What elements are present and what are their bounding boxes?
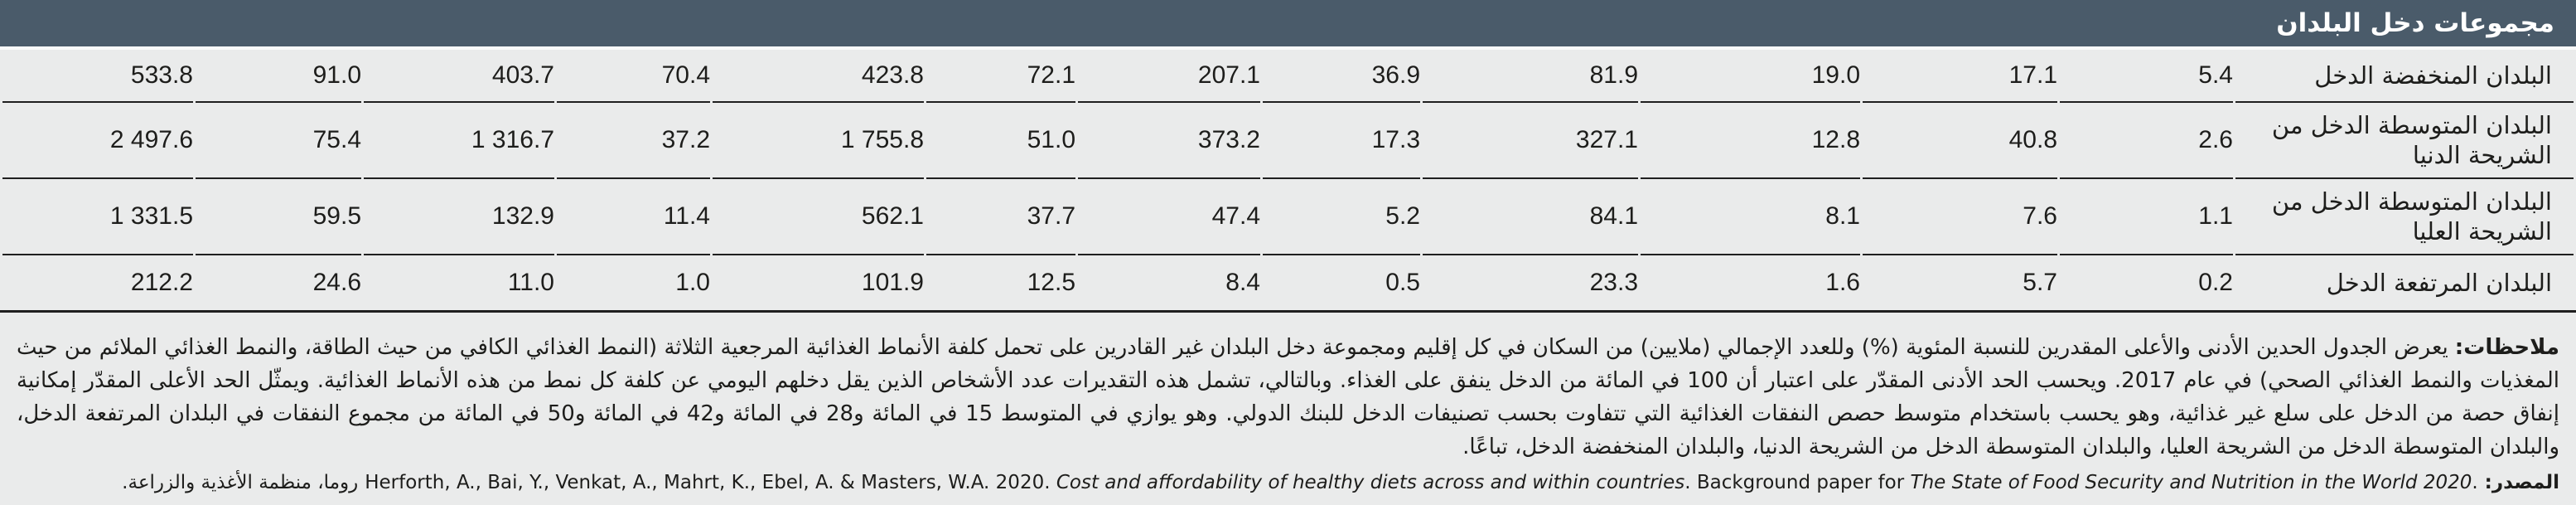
- value-cell: 0.2: [2198, 269, 2233, 296]
- value-cell: 59.5: [196, 179, 361, 255]
- value-cell: 5.4: [2060, 50, 2233, 103]
- value-cell: 36.9: [1263, 50, 1420, 103]
- value-cell: 17.3: [1263, 103, 1420, 179]
- value-cell: 1.0: [675, 269, 710, 296]
- value-cell: 373.2: [1078, 103, 1260, 179]
- value-cell: 1.6: [1825, 269, 1860, 296]
- value-cell: 81.9: [1423, 50, 1638, 103]
- citation-middle: . Background paper for: [1684, 472, 1911, 493]
- table-title: مجموعات دخل البلدان: [2276, 8, 2554, 38]
- income-groups-table: [0, 50, 2576, 313]
- citation-paper-title: Cost and affordability of healthy diets across and within countries: [1056, 472, 1685, 493]
- value-cell: 51.0: [926, 103, 1075, 179]
- value-cell: 84.1: [1423, 179, 1638, 255]
- table-row: [2, 179, 2574, 255]
- table-row: [2, 255, 2574, 310]
- value-cell: 1.1: [2060, 179, 2233, 255]
- value-cell: 101.9: [861, 269, 924, 296]
- value-cell: 91.0: [196, 50, 361, 103]
- value-cell: 70.4: [557, 50, 710, 103]
- row-label: البلدان المنخفضة الدخل: [2235, 50, 2574, 103]
- value-cell: 423.8: [713, 50, 924, 103]
- value-cell: 2.6: [2060, 103, 2233, 179]
- notes-text: يعرض الجدول الحدين الأدنى والأعلى المقدرين للنسبة المئوية (%) وللعدد الإجمالي (ملايين) من السكان في كل إقليم ومجموعة دخل البلدان غير القادرين على تحمل كلفة الأنماط الغذائية المرجعية الثلاثة (النمط الغذائي الكافي من حيث الطاقة، والنمط الغذائي الملائم من حيث المغذيات والنمط الغذائي الصحي) في عام 2017. ويحسب الحد الأدنى المقدّر على اعتبار أن 100 في المائة من الدخل ينفق على الغذاء. وبالتالي، تشمل هذه التقديرات عدد الأشخاص الذين يقل دخلهم اليومي عن كلفة كل نمط من هذه الأنماط الغذائية. ويمثّل الحد الأعلى المقدّر إمكانية إنفاق حصة من الدخل على سلع غير غذائية، وهو يحسب باستخدام متوسط حصص النفقات الغذائية التي تتفاوت بحسب تصنيفات الدخل للبنك الدولي. وهو يوازي في المتوسط 15 في المائة و28 في المائة و42 في المائة و50 في المائة من مجموع النفقات في البلدان المرتفعة الدخل، والبلدان المتوسطة الدخل من الشريحة العليا، والبلدان المتوسطة الدخل من الشريحة الدنيا، والبلدان المنخفضة الدخل، تباعًا.: [17, 335, 2559, 459]
- citation-period: .: [2472, 472, 2478, 493]
- value-cell: 19.0: [1641, 50, 1860, 103]
- value-cell: 2 497.6: [2, 103, 193, 179]
- value-cell: 8.4: [1225, 269, 1260, 296]
- value-cell: 5.2: [1263, 179, 1420, 255]
- value-cell: 75.4: [196, 103, 361, 179]
- value-cell: 12.8: [1641, 103, 1860, 179]
- source-line: [17, 470, 2559, 495]
- table-header-bar: [0, 0, 2576, 50]
- value-cell: 12.5: [1027, 269, 1075, 296]
- value-cell: 0.5: [1385, 269, 1420, 296]
- citation-authors: Herforth, A., Bai, Y., Venkat, A., Mahrt, K., Ebel, A. & Masters, W.A. 2020.: [365, 472, 1056, 493]
- value-cell: 17.1: [1863, 50, 2057, 103]
- table-body: [2, 50, 2574, 310]
- value-cell: 212.2: [130, 269, 193, 296]
- source-location: روما، منظمة الأغذية والزراعة.: [122, 472, 359, 493]
- row-label: البلدان المتوسطة الدخل من الشريحة العليا: [2235, 179, 2574, 255]
- value-cell: 72.1: [926, 50, 1075, 103]
- citation-report-title: The State of Food Security and Nutrition in the World 2020: [1910, 472, 2472, 493]
- source-label: المصدر:: [2484, 472, 2559, 493]
- value-cell: 8.1: [1641, 179, 1860, 255]
- notes: [17, 331, 2559, 464]
- value-cell: 24.6: [312, 269, 361, 296]
- value-cell: 37.7: [926, 179, 1075, 255]
- citation: [365, 470, 2477, 495]
- value-cell: 1 316.7: [364, 103, 554, 179]
- value-cell: 207.1: [1078, 50, 1260, 103]
- notes-label: ملاحظات:: [2454, 335, 2559, 360]
- value-cell: 11.4: [557, 179, 710, 255]
- value-cell: 403.7: [364, 50, 554, 103]
- value-cell: 37.2: [557, 103, 710, 179]
- row-label: البلدان المرتفعة الدخل: [2326, 268, 2552, 297]
- value-cell: 47.4: [1078, 179, 1260, 255]
- value-cell: 7.6: [1863, 179, 2057, 255]
- table-row: [2, 103, 2574, 179]
- table-row: [2, 50, 2574, 103]
- value-cell: 132.9: [364, 179, 554, 255]
- value-cell: 40.8: [1863, 103, 2057, 179]
- value-cell: 5.7: [2023, 269, 2057, 296]
- value-cell: 562.1: [713, 179, 924, 255]
- value-cell: 533.8: [2, 50, 193, 103]
- value-cell: 11.0: [507, 269, 554, 296]
- row-label: البلدان المتوسطة الدخل من الشريحة الدنيا: [2235, 103, 2574, 179]
- value-cell: 1 755.8: [713, 103, 924, 179]
- value-cell: 23.3: [1589, 269, 1638, 296]
- value-cell: 1 331.5: [2, 179, 193, 255]
- value-cell: 327.1: [1423, 103, 1638, 179]
